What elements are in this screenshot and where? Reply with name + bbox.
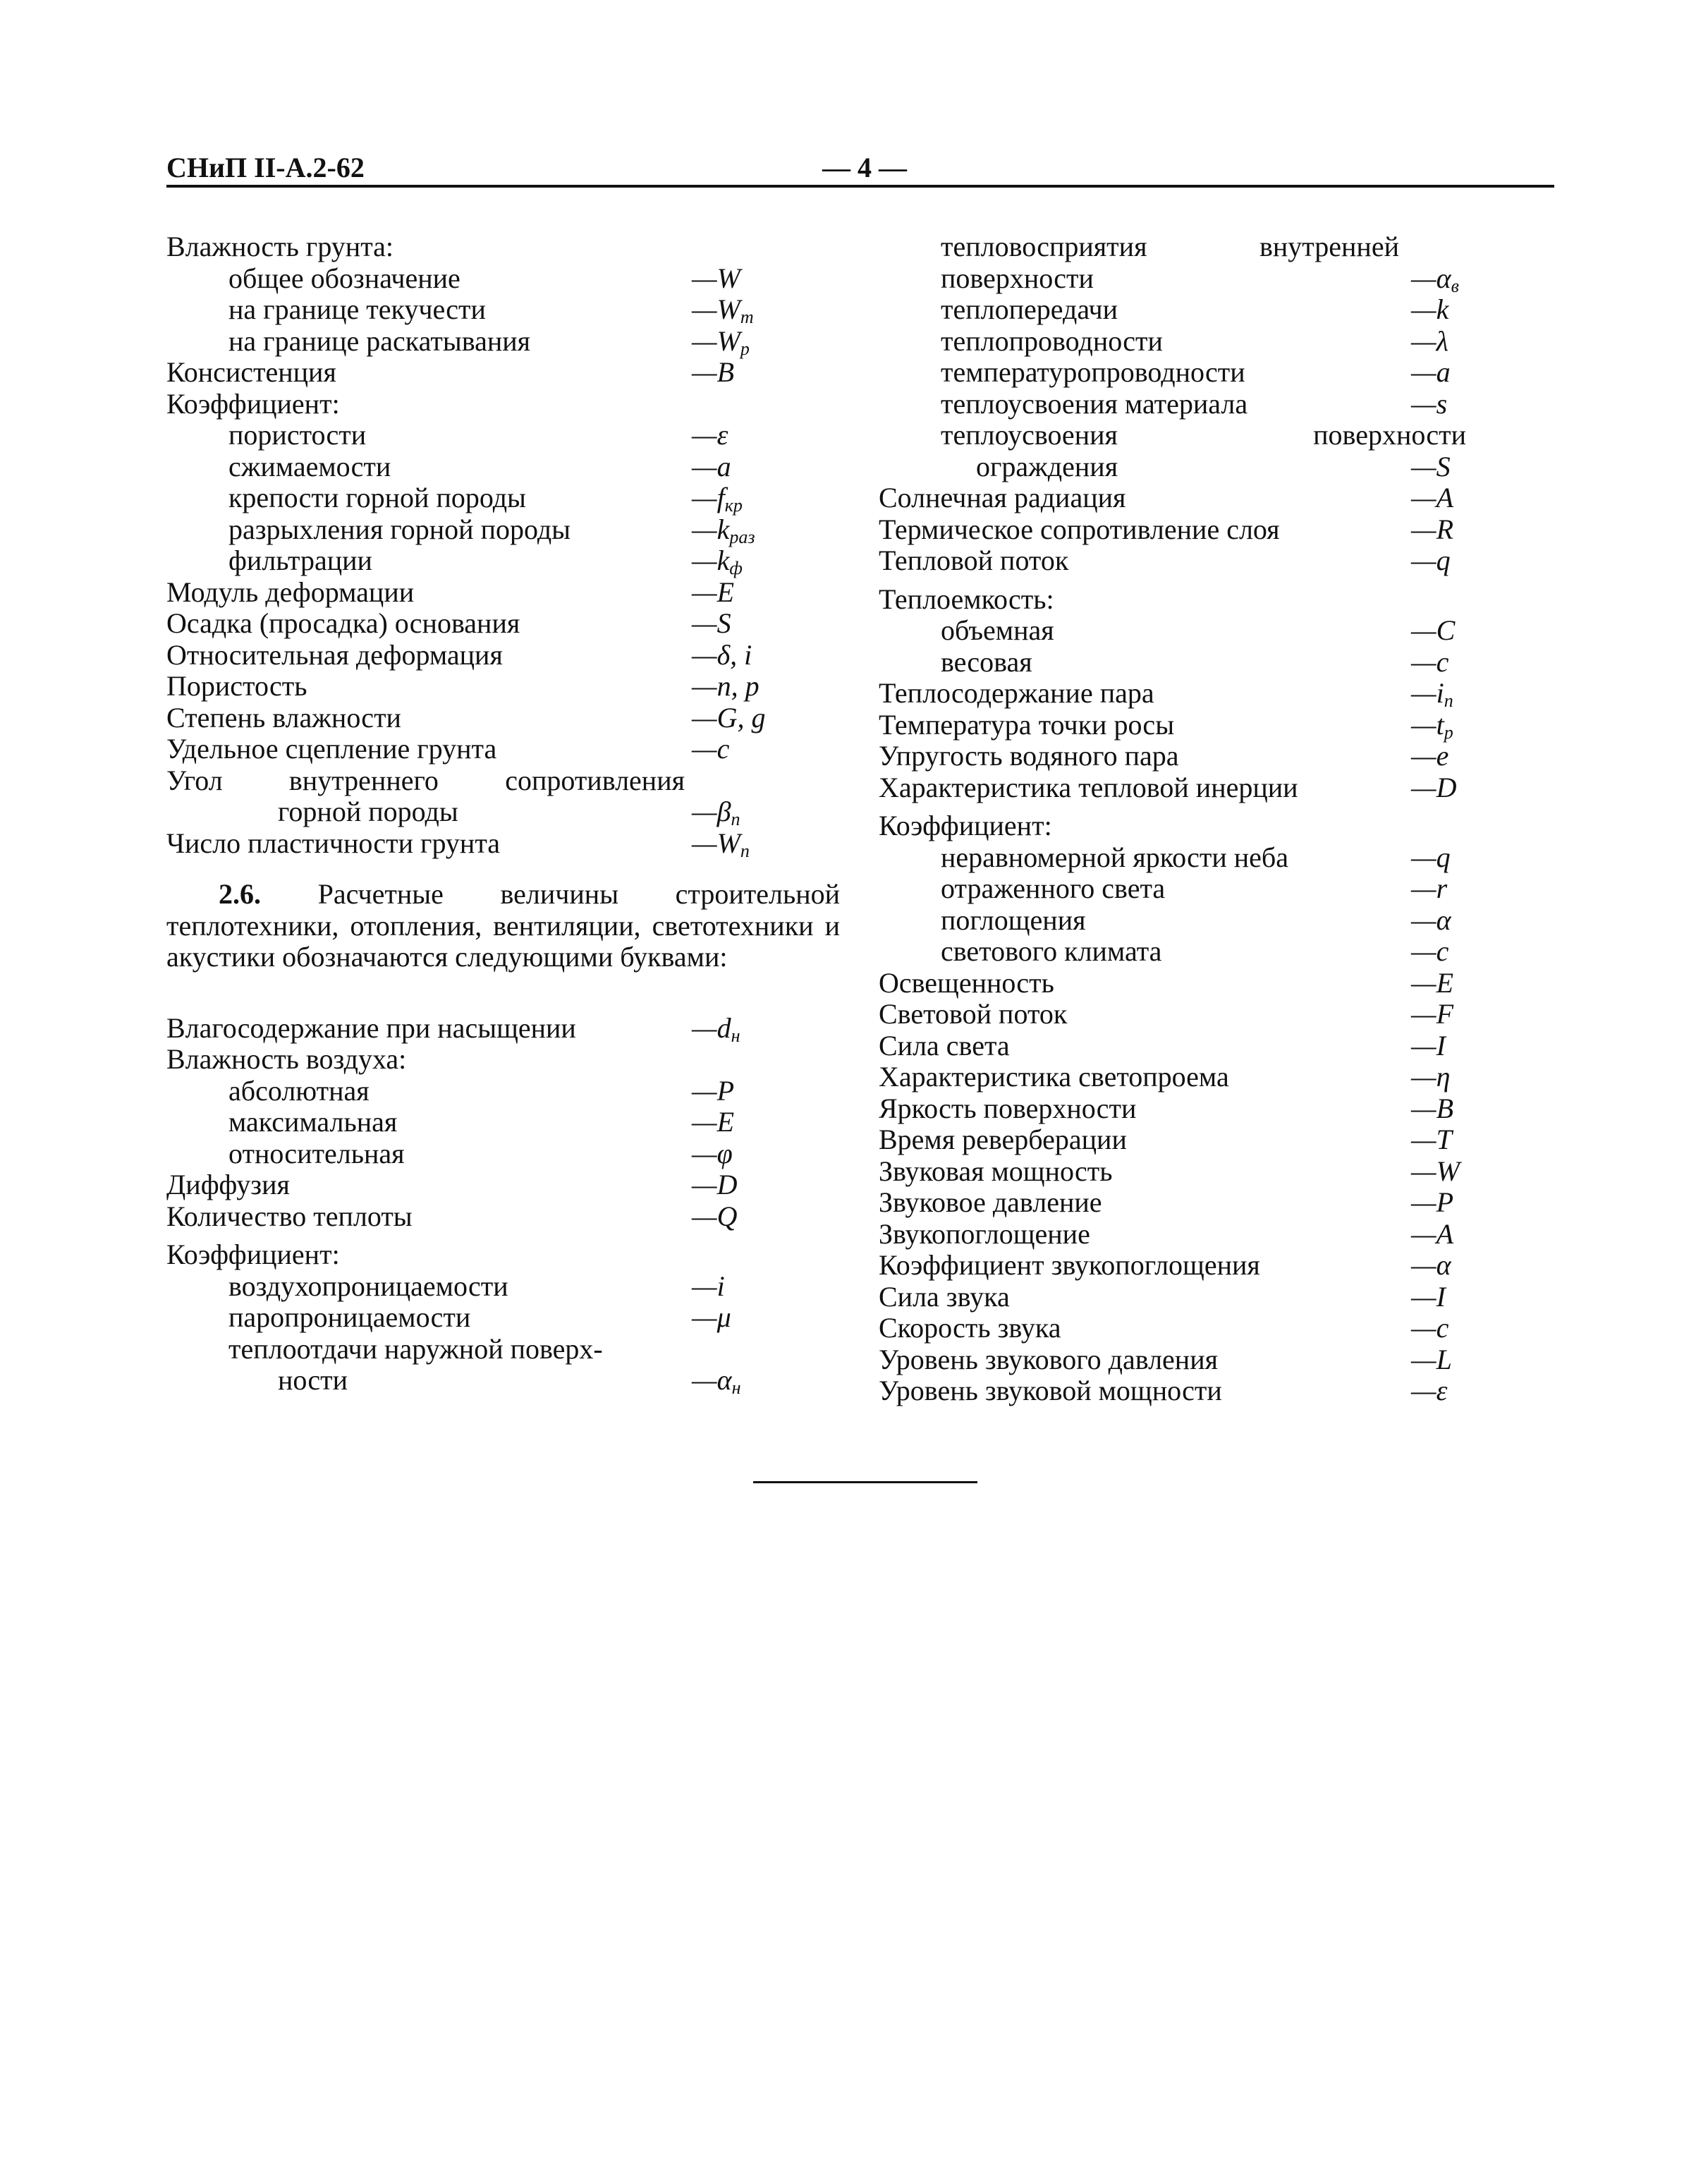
symbol — [692, 702, 765, 734]
symbol-text: —W — [692, 827, 740, 859]
symbol-row — [166, 1201, 773, 1233]
symbol-text: —a — [692, 450, 731, 482]
symbol-text: —k — [1411, 293, 1449, 325]
term-label: крепости горной породы — [228, 482, 526, 513]
symbol-row — [879, 841, 1451, 874]
term-label: Коэффициент: — [879, 810, 1052, 841]
term-label: Количество теплоты — [166, 1200, 413, 1232]
section-2-6-paragraph — [166, 879, 840, 973]
symbol — [1411, 873, 1447, 905]
symbol-text: —d — [692, 1011, 731, 1044]
term-label: Световой поток — [879, 998, 1068, 1030]
term-label: Влажность грунта: — [166, 231, 394, 262]
symbol-row — [166, 482, 773, 514]
symbol-row — [879, 262, 1459, 296]
symbol-row — [166, 796, 773, 828]
symbol-text: —q — [1411, 544, 1451, 576]
symbol-row — [879, 450, 1451, 483]
symbol — [1411, 1187, 1453, 1219]
symbol — [1411, 615, 1455, 647]
term-label-justified — [166, 765, 685, 797]
symbol-text: —e — [1411, 740, 1449, 772]
symbol-row — [166, 389, 773, 420]
symbol-text: —E — [692, 1106, 734, 1138]
symbol — [1411, 1282, 1446, 1313]
symbol-text: —C — [1411, 614, 1456, 646]
symbol — [1411, 678, 1453, 710]
symbol-row — [879, 584, 1429, 616]
end-rule — [753, 1481, 977, 1483]
symbol — [1411, 1156, 1460, 1188]
symbol-row — [879, 356, 1451, 389]
term-label: Время реверберации — [879, 1124, 1127, 1155]
symbol — [1411, 357, 1451, 389]
symbol-row — [879, 1312, 1449, 1344]
symbol-subscript: р — [740, 338, 750, 359]
right-column — [879, 231, 1466, 1407]
symbol — [692, 1013, 740, 1045]
symbol-row — [879, 872, 1448, 905]
term-label: Упругость водяного пара — [879, 740, 1179, 772]
symbol-text: —P — [1411, 1186, 1453, 1218]
symbol-row — [879, 1029, 1446, 1062]
symbol — [692, 671, 760, 702]
section-number: 2.6. — [219, 878, 261, 910]
term-label: относительная — [228, 1137, 405, 1169]
term-label: сжимаемости — [228, 450, 391, 482]
symbol-row — [879, 482, 1453, 514]
symbol-row — [879, 771, 1457, 804]
header-rule — [166, 185, 1554, 188]
symbol — [1411, 1375, 1447, 1407]
symbol-text: —W — [1411, 1155, 1460, 1187]
symbol-row — [166, 702, 773, 734]
symbol-row — [879, 1186, 1453, 1219]
symbol-subscript: р — [1444, 722, 1453, 743]
symbol — [1411, 451, 1451, 483]
term-label: теплоусвоения — [941, 419, 1118, 451]
symbol-subscript: п — [740, 840, 750, 861]
symbol-row — [166, 545, 773, 577]
symbol-row — [879, 544, 1451, 577]
term-label: Теплосодержание пара — [879, 677, 1154, 709]
symbol-row — [879, 324, 1448, 358]
symbol-text: —P — [692, 1074, 734, 1107]
symbol — [1411, 1313, 1448, 1344]
symbol-subscript: п — [1444, 690, 1453, 711]
symbol-row — [879, 1217, 1453, 1251]
term-label: Коэффициент: — [166, 1239, 340, 1270]
symbol — [692, 577, 734, 609]
symbol-row — [879, 293, 1449, 326]
symbol-text: —R — [1411, 513, 1453, 545]
symbol-subscript: кр — [724, 495, 743, 516]
term-label: фильтрации — [228, 544, 372, 576]
term-label: поглощения — [941, 903, 1086, 936]
term-label: теплоотдачи наружной поверх- — [228, 1332, 603, 1365]
term-label: Угол — [166, 764, 223, 796]
symbol — [692, 357, 734, 389]
symbol-row — [166, 1138, 773, 1170]
term-label: паропроницаемости — [228, 1301, 471, 1333]
term-label: Уровень звуковой мощности — [879, 1375, 1222, 1406]
symbol-row — [879, 513, 1453, 546]
symbol-text: —s — [1411, 387, 1448, 420]
term-label: внутреннего — [288, 764, 439, 796]
term-label: сопротивления — [505, 764, 685, 796]
term-label: ограждения — [976, 450, 1118, 482]
symbol-text: —ε — [1411, 1375, 1448, 1406]
symbol — [1411, 482, 1453, 514]
term-label: Число пластичности грунта — [166, 827, 501, 859]
symbol-text: —α — [1411, 1249, 1451, 1281]
symbol-text: —i — [692, 1270, 725, 1302]
term-label: Термическое сопротивление слоя — [879, 513, 1280, 545]
term-label: Коэффициент: — [166, 387, 340, 420]
term-label: максимальная — [228, 1106, 398, 1138]
symbol-text: —k — [692, 513, 730, 545]
symbol-row — [879, 810, 1429, 842]
symbol — [1411, 263, 1459, 295]
term-label: Влажность воздуха: — [166, 1043, 407, 1075]
term-label: разрыхления горной породы — [228, 513, 571, 545]
symbol — [1411, 647, 1448, 679]
term-label: Сила звука — [879, 1280, 1010, 1313]
symbol-subscript: ф — [729, 558, 743, 578]
symbol — [1411, 326, 1448, 358]
symbol — [692, 1138, 733, 1170]
term-label: Солнечная радиация — [879, 482, 1126, 513]
term-label: светового климата — [941, 935, 1162, 967]
term-label: Коэффициент звукопоглощения — [879, 1249, 1260, 1281]
term-label: на границе раскатывания — [228, 324, 531, 357]
symbol-row — [166, 1013, 773, 1045]
symbol-row — [879, 1061, 1451, 1093]
symbol-text: —μ — [692, 1301, 731, 1333]
symbol-text: —W — [692, 262, 740, 294]
thermal-light-acoustic-symbols-list — [879, 231, 1466, 1407]
symbol-row — [879, 903, 1451, 937]
term-label: Влагосодержание при насыщении — [166, 1011, 576, 1044]
symbol-text: —T — [1411, 1124, 1452, 1155]
symbol — [1411, 710, 1453, 741]
symbol — [1411, 905, 1451, 937]
symbol-row — [166, 357, 773, 389]
symbol — [1411, 741, 1448, 772]
symbol — [692, 420, 728, 451]
symbol-text: —A — [1411, 1217, 1453, 1250]
term-label: поверхности — [941, 262, 1094, 294]
symbol-text: —B — [692, 356, 734, 388]
term-label: Относительная деформация — [166, 638, 503, 671]
page-header — [166, 148, 1554, 188]
symbol — [692, 294, 754, 326]
symbol-row — [166, 1044, 773, 1076]
symbol-text: —c — [1411, 1312, 1449, 1344]
symbol — [1411, 1124, 1452, 1156]
soil-symbols-list — [166, 231, 773, 859]
term-label: температуропроводности — [941, 356, 1245, 388]
symbol-row — [166, 326, 773, 358]
symbol-text: —D — [1411, 771, 1457, 803]
symbol-text: —E — [1411, 966, 1453, 999]
symbol-row — [879, 231, 1429, 263]
term-label: поверхности — [1313, 419, 1466, 451]
symbol-text: —c — [1411, 935, 1449, 967]
symbol-row — [166, 294, 773, 326]
symbol — [692, 1201, 737, 1233]
symbol-text: —I — [1411, 1280, 1446, 1313]
term-label: на границе текучести — [228, 293, 486, 325]
symbol-text: —k — [692, 544, 730, 576]
symbol-row — [879, 1375, 1448, 1407]
symbol-text: —a — [1411, 356, 1451, 388]
symbol — [1411, 389, 1447, 420]
symbol-text: —ε — [692, 419, 728, 451]
term-label: Звуковое давление — [879, 1186, 1102, 1218]
symbol-row — [879, 1155, 1460, 1188]
symbol — [1411, 936, 1448, 968]
symbol-row — [879, 740, 1449, 772]
term-label: общее обозначение — [228, 262, 460, 294]
symbol — [692, 640, 752, 671]
symbol-subscript: в — [1451, 275, 1459, 296]
symbol-row — [166, 451, 773, 483]
term-label: Степень влажности — [166, 701, 401, 734]
term-label: Сила света — [879, 1029, 1010, 1061]
term-label: теплопередачи — [941, 293, 1118, 325]
symbol-text: —W — [692, 293, 740, 325]
symbol-subscript: раз — [729, 526, 755, 547]
term-label: Пористость — [166, 670, 307, 702]
symbol-row — [879, 935, 1449, 968]
symbol — [1411, 1250, 1451, 1282]
term-label: Удельное сцепление грунта — [166, 733, 497, 765]
symbol-subscript: т — [740, 307, 754, 327]
term-label: Яркость поверхности — [879, 1092, 1137, 1124]
symbol — [692, 1107, 734, 1138]
symbol — [1411, 294, 1448, 326]
symbol — [692, 514, 755, 546]
symbol-row — [879, 387, 1448, 420]
term-label: Звукопоглощение — [879, 1217, 1090, 1250]
section-text: Расчетные величины строительной теплотехники, отопления, вентиляции, светотехники и акустики обозначаются следующими буквами: — [166, 878, 841, 973]
document-code: СНиП II-А.2-62 — [166, 152, 365, 183]
symbol-row — [879, 645, 1449, 679]
term-label: отраженного света — [941, 872, 1166, 904]
symbol — [692, 734, 729, 765]
symbol — [692, 451, 731, 483]
symbol-text: —r — [1411, 872, 1448, 904]
term-label: Характеристика светопроема — [879, 1061, 1229, 1093]
term-label-justified — [941, 420, 1466, 451]
term-label: Освещенность — [879, 966, 1054, 999]
term-label: неравномерной яркости неба — [941, 841, 1289, 873]
symbol-text: —L — [1411, 1343, 1452, 1375]
symbol-row — [166, 765, 773, 797]
symbol-text: —q — [1411, 841, 1451, 873]
symbol-text: —β — [692, 796, 731, 827]
symbol — [692, 263, 740, 295]
symbol — [692, 326, 750, 358]
symbol-text: —S — [692, 607, 731, 639]
symbol-row — [166, 1239, 773, 1271]
symbol — [692, 608, 731, 640]
term-label: теплопроводности — [941, 324, 1163, 357]
symbol-row — [166, 1107, 773, 1138]
symbol-row — [879, 1343, 1452, 1376]
term-label: пористости — [228, 419, 367, 451]
symbol-text: —δ, i — [692, 638, 752, 671]
symbol — [1411, 1344, 1452, 1376]
symbol-row — [879, 708, 1453, 743]
symbol-text: —φ — [692, 1137, 733, 1169]
symbol-text: —c — [692, 733, 730, 765]
symbol-text: —n, p — [692, 670, 760, 702]
symbol-text: —W — [692, 324, 740, 357]
term-label: горной породы — [278, 796, 458, 827]
symbol-text: —Q — [692, 1200, 738, 1232]
term-label: Характеристика тепловой инерции — [879, 771, 1298, 803]
term-label: внутренней — [1259, 231, 1399, 262]
symbol — [1411, 1219, 1453, 1251]
term-label: весовая — [941, 645, 1032, 678]
symbol-row — [166, 1365, 773, 1397]
symbol — [1411, 1030, 1446, 1062]
symbol — [692, 1365, 740, 1397]
symbol — [1411, 514, 1453, 546]
symbol-row — [166, 1271, 773, 1303]
symbol-text: —A — [1411, 482, 1453, 513]
symbol — [692, 1302, 731, 1334]
symbol-row — [166, 608, 773, 640]
symbol-row — [166, 1302, 773, 1334]
symbol-row — [879, 998, 1453, 1030]
symbol-row — [166, 1169, 773, 1201]
symbol-row — [166, 577, 773, 609]
term-label: Звуковая мощность — [879, 1155, 1113, 1187]
symbol-subscript: п — [731, 809, 740, 829]
symbol-row — [166, 420, 773, 451]
symbol-subscript: н — [731, 1025, 740, 1046]
symbol — [1411, 999, 1453, 1030]
symbol-row — [879, 966, 1453, 999]
term-label: Скорость звука — [879, 1312, 1061, 1344]
symbol-text: —c — [1411, 645, 1449, 678]
symbol — [692, 545, 743, 577]
symbol-text: —B — [1411, 1092, 1453, 1124]
symbol-text: —I — [1411, 1029, 1446, 1061]
symbol-row — [166, 1334, 773, 1365]
symbol-text: —D — [692, 1169, 738, 1200]
symbol — [1411, 842, 1451, 874]
term-label: теплоусвоения материала — [941, 387, 1248, 420]
term-label: объемная — [941, 614, 1054, 646]
symbol — [1411, 1093, 1453, 1125]
left-column — [166, 231, 841, 1398]
heat-symbols-list — [166, 1013, 773, 1397]
symbol — [1411, 968, 1453, 999]
symbol-text: —α — [1411, 903, 1451, 936]
term-label: Модуль деформации — [166, 576, 415, 608]
symbol-row — [879, 1249, 1451, 1282]
term-label-justified — [941, 231, 1399, 263]
symbol-text: —F — [1411, 998, 1453, 1030]
term-label: Теплоемкость: — [879, 583, 1054, 615]
symbol-text: —E — [692, 576, 734, 608]
symbol-text: —G, g — [692, 701, 766, 734]
symbol-row — [166, 734, 773, 765]
symbol — [1411, 545, 1451, 577]
term-label: Температура точки росы — [879, 708, 1175, 741]
symbol-row — [166, 828, 773, 860]
symbol — [692, 828, 750, 860]
symbol — [692, 1169, 737, 1201]
term-label: тепловосприятия — [941, 231, 1147, 262]
symbol — [692, 1076, 734, 1107]
symbol-row — [166, 514, 773, 546]
term-label: ности — [278, 1364, 348, 1396]
symbol — [692, 796, 740, 828]
symbol-row — [166, 640, 773, 671]
symbol-row — [879, 614, 1456, 647]
symbol-text: —f — [692, 482, 725, 513]
term-label: Уровень звукового давления — [879, 1343, 1218, 1375]
symbol-row — [879, 1124, 1452, 1156]
term-label: Осадка (просадка) основания — [166, 607, 520, 639]
symbol-row — [879, 419, 1466, 451]
symbol-row — [879, 1092, 1453, 1125]
symbol-text: —i — [1411, 677, 1444, 709]
symbol-row — [166, 231, 773, 263]
term-label: Диффузия — [166, 1169, 290, 1200]
symbol-row — [166, 1076, 773, 1107]
symbol-text: —α — [1411, 262, 1451, 294]
term-label: Консистенция — [166, 356, 336, 388]
symbol-text: —η — [1411, 1061, 1451, 1093]
symbol-subscript: н — [731, 1377, 741, 1398]
term-label: абсолютная — [228, 1074, 370, 1107]
symbol-row — [166, 671, 773, 702]
page-number: — 4 — — [822, 152, 907, 183]
symbol-text: —λ — [1411, 324, 1448, 357]
symbol-text: —S — [1411, 450, 1451, 482]
symbol-row — [166, 263, 773, 295]
symbol-row — [879, 1280, 1446, 1313]
symbol — [1411, 772, 1456, 804]
symbol-text: —t — [1411, 708, 1444, 741]
term-label: Тепловой поток — [879, 544, 1069, 576]
symbol-row — [879, 677, 1453, 711]
symbol — [692, 1271, 725, 1303]
symbol-text: —α — [692, 1364, 732, 1396]
symbol — [692, 482, 743, 514]
term-label: воздухопроницаемости — [228, 1270, 508, 1302]
symbol — [1411, 1061, 1450, 1093]
